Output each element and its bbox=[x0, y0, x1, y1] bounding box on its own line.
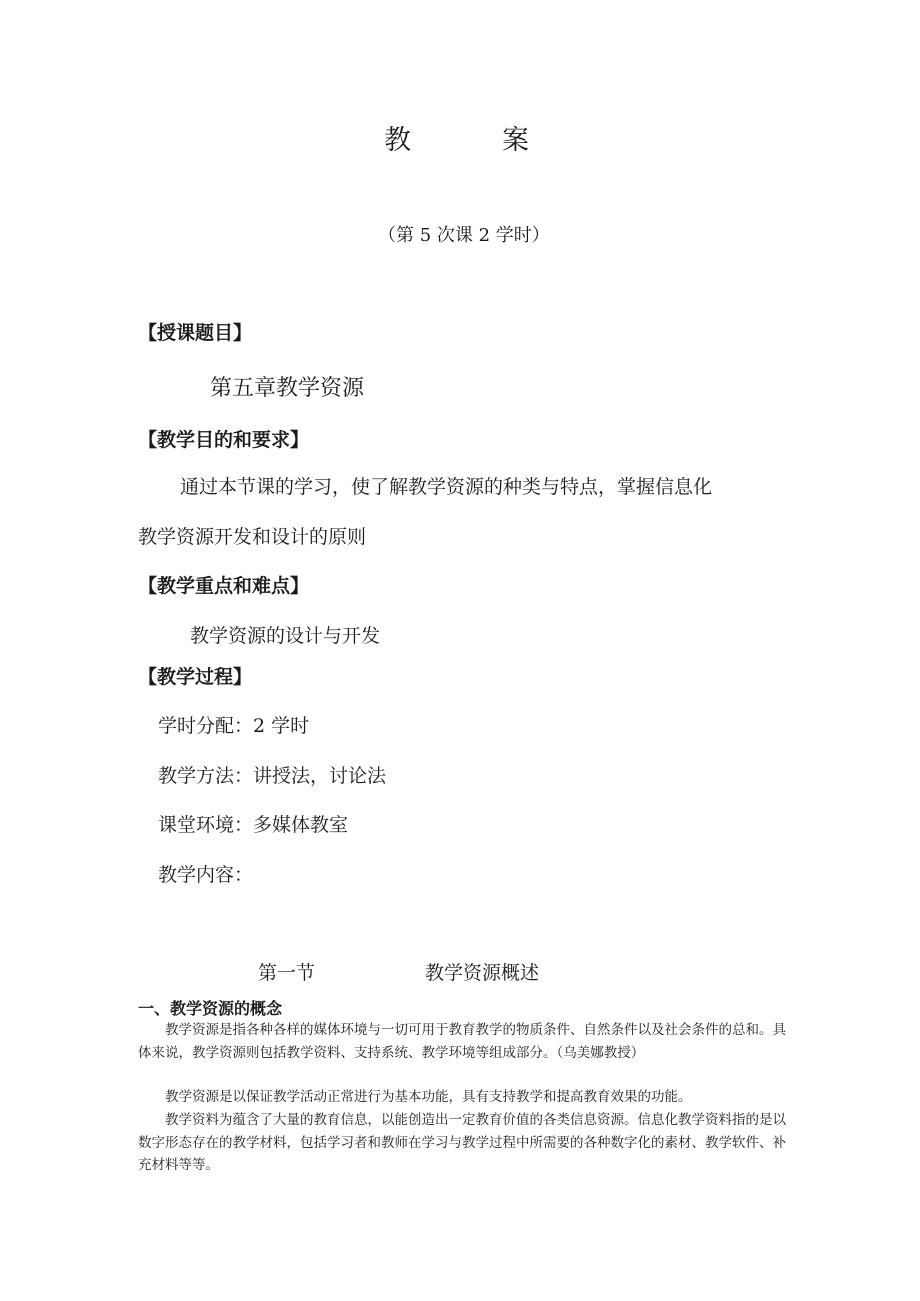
process-item-environment: 课堂环境：多媒体教室 bbox=[158, 814, 349, 836]
goals-text-line1: 通过本节课的学习，使了解教学资源的种类与特点，掌握信息化 bbox=[180, 476, 713, 498]
process-item-content: 教学内容： bbox=[158, 864, 254, 886]
goals-text-line2: 教学资源开发和设计的原则 bbox=[138, 526, 367, 548]
page-title-part1: 教 bbox=[384, 125, 411, 156]
process-heading: 【教学过程】 bbox=[138, 666, 253, 688]
section-subheading: 一、教学资源的概念 bbox=[138, 999, 283, 1018]
chapter-title: 第五章教学资源 bbox=[210, 376, 365, 401]
key-points-heading: 【教学重点和难点】 bbox=[138, 575, 310, 597]
paragraph-definition: 教学资源是指各种各样的媒体环境与一切可用于教育教学的物质条件、自然条件以及社会条件的总和。具体来说，教学资源则包括教学资料、支持系统、教学环境等组成部分。（乌美娜教授） bbox=[138, 1022, 786, 1061]
topic-heading: 【授课题目】 bbox=[138, 322, 253, 344]
key-points-text: 教学资源的设计与开发 bbox=[190, 625, 381, 647]
goals-heading: 【教学目的和要求】 bbox=[138, 429, 310, 451]
process-item-method: 教学方法：讲授法，讨论法 bbox=[158, 765, 387, 787]
section-number: 第一节 bbox=[258, 962, 316, 984]
section-title: 教学资源概述 bbox=[425, 962, 540, 984]
session-subtitle: （第 5 次课 2 学时） bbox=[378, 225, 550, 246]
paragraph-function: 教学资源是以保证教学活动正常进行为基本功能，具有支持教学和提高教育效果的功能。 bbox=[165, 1089, 692, 1105]
page-title-part2: 案 bbox=[502, 125, 529, 156]
process-item-hours: 学时分配：2 学时 bbox=[158, 715, 310, 737]
paragraph-materials: 教学资料为蕴含了大量的教育信息，以能创造出一定教育价值的各类信息资源。信息化教学资料指的是以数字形态存在的教学材料，包括学习者和教师在学习与教学过程中所需要的各种数字化的素材、教学软件、补充材料等等。 bbox=[138, 1112, 786, 1173]
